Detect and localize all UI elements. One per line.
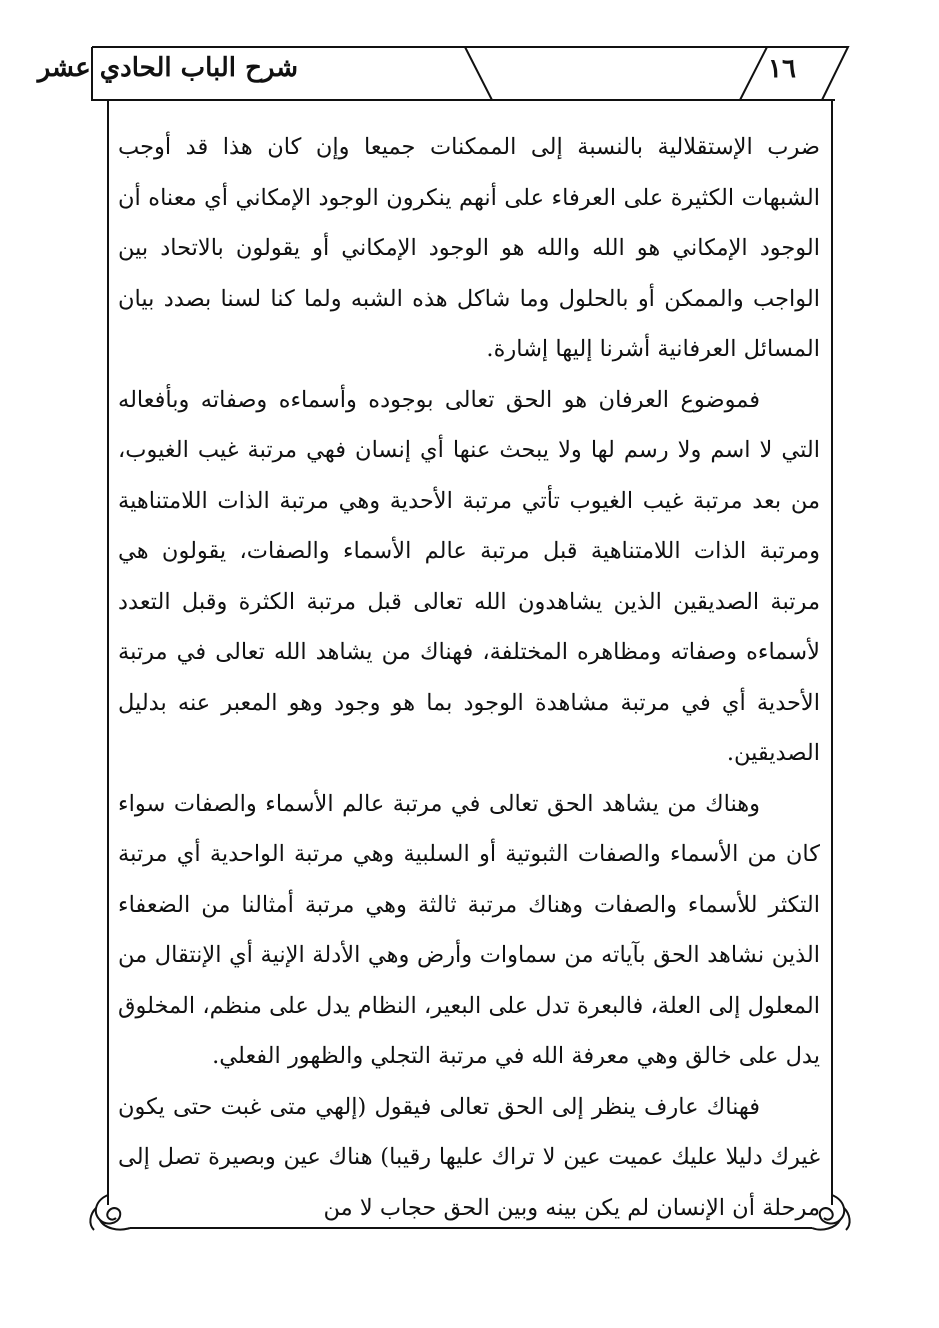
paragraph: فموضوع العرفان هو الحق تعالى بوجوده وأسماءه وصفاته وبأفعاله التي لا اسم ولا رسم لها ولا يبحث عنها أي إنسان فهي مرتبة غيب الغيوب، من بعد مرتبة غيب الغيوب تأتي مرتبة الأحدية وهي مرتبة الذات اللامتناهية ومرتبة الذات اللامتناهية قبل مرتبة عالم الأسماء والصفات، يقولون هي مرتبة الصديقين الذين يشاهدون الله تعالى قبل مرتبة الكثرة وقبل التعدد لأسماءه وصفاته ومظاهره المختلفة، فهناك من يشاهد الله تعالى في مرتبة الأحدية أي في مرتبة مشاهدة الوجود بما هو وجود وهو المعبر عنه بدليل الصديقين. bbox=[118, 386, 820, 766]
paragraph: فهناك عارف ينظر إلى الحق تعالى فيقول (إلهي متى غبت حتى يكون غيرك دليلا عليك عميت عين لا تراك عليها رقيبا) هناك عين وبصيرة تصل إلى مرحلة أن الإنسان لم يكن بينه وبين الحق حجاب لا من bbox=[118, 1093, 820, 1221]
body-text bbox=[118, 122, 820, 1233]
page-number: ١٦ bbox=[768, 54, 796, 84]
paragraph: وهناك من يشاهد الحق تعالى في مرتبة عالم الأسماء والصفات سواء كان من الأسماء والصفات الثبوتية أو السلبية وهي مرتبة الواحدية أي مرتبة التكثر للأسماء والصفات وهناك مرتبة ثالثة وهي مرتبة أمثالنا من الضعفاء الذين نشاهد الحق بآياته من سماوات وأرض وهي الأدلة الإنية أي الإنتقال من المعلول إلى العلة، فالبعرة تدل على البعير، النظام يدل على منظم، المخلوق يدل على خالق وهي معرفة الله في مرتبة التجلي والظهور الفعلي. bbox=[118, 790, 820, 1069]
running-title: شرح الباب الحادي عشر bbox=[37, 53, 298, 83]
paragraph: ضرب الإستقلالية بالنسبة إلى الممكنات جميعا وإن كان هذا قد أوجب الشبهات الكثيرة على العرفاء على أنهم ينكرون الوجود الإمكاني أي معناه أن الوجود الإمكاني هو الله والله هو الوجود الإمكاني أو يقولون بالاتحاد بين الواجب والممكن أو بالحلول وما شاكل هذه الشبه ولما كنا لسنا بصدد بيان المسائل العرفانية أشرنا إليها إشارة. bbox=[118, 134, 820, 362]
